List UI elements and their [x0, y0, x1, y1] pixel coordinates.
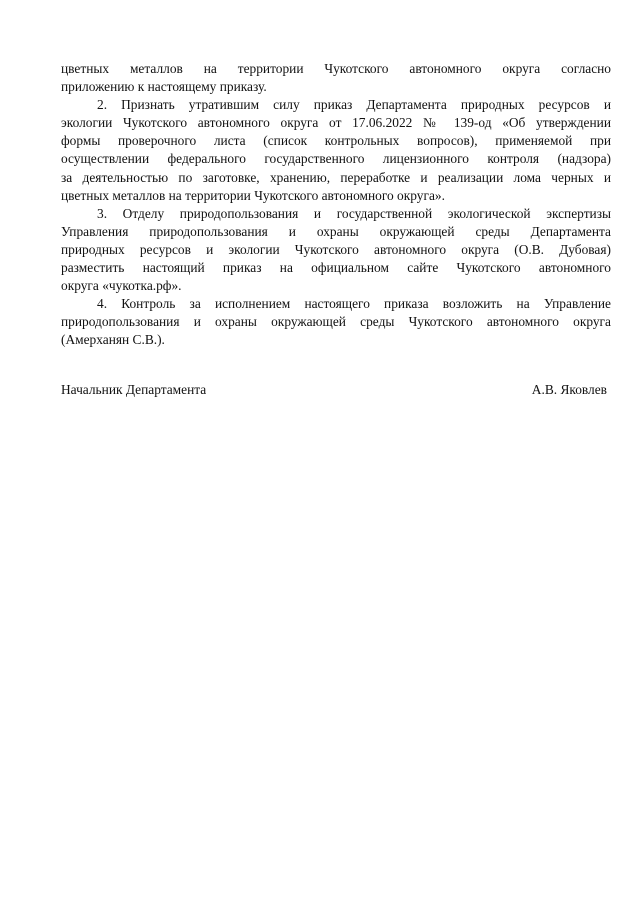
text-line: природопользования и охраны окружающей среды Чукотского автономного округа [61, 314, 611, 330]
paragraph-item-4 [61, 295, 611, 349]
text-line: осуществлении федерального государственного лицензионного контроля (надзора) [61, 151, 611, 167]
text-line: округа «чукотка.рф». [61, 278, 182, 294]
paragraph-item-2 [61, 96, 611, 205]
text-line: природных ресурсов и экологии Чукотского автономного округа (О.В. Дубовая) [61, 241, 611, 257]
text-line: 4. Контроль за исполнением настоящего приказа возложить на Управление [97, 296, 611, 312]
paragraph-continuation [61, 60, 611, 96]
text-line: Управления природопользования и охраны окружающей среды Департамента [61, 223, 611, 239]
signatory-position: Начальник Департамента [61, 382, 207, 397]
text-line: 2. Признать утратившим силу приказ Департамента природных ресурсов и [97, 97, 611, 113]
text-line: экологии Чукотского автономного округа от 17.06.2022 № 139-од «Об утверждении [61, 115, 611, 131]
paragraph-item-3 [61, 205, 611, 295]
text-line: цветных металлов на территории Чукотского автономного округа согласно [61, 61, 611, 76]
signature-block [61, 381, 607, 399]
text-line: формы проверочного листа (список контрольных вопросов), применяемой при [61, 133, 611, 149]
text-line: 3. Отделу природопользования и государственной экологической экспертизы [97, 205, 611, 221]
signatory-name: А.В. Яковлев [531, 382, 607, 397]
text-line: за деятельностью по заготовке, хранению, переработке и реализации лома черных и [61, 169, 611, 185]
text-line: цветных металлов на территории Чукотского автономного округа». [61, 187, 445, 203]
text-line: приложению к настоящему приказу. [61, 79, 267, 95]
text-line: (Амерханян С.В.). [61, 332, 165, 348]
text-line: разместить настоящий приказ на официальном сайте Чукотского автономного [61, 260, 611, 276]
document-body [61, 60, 611, 350]
